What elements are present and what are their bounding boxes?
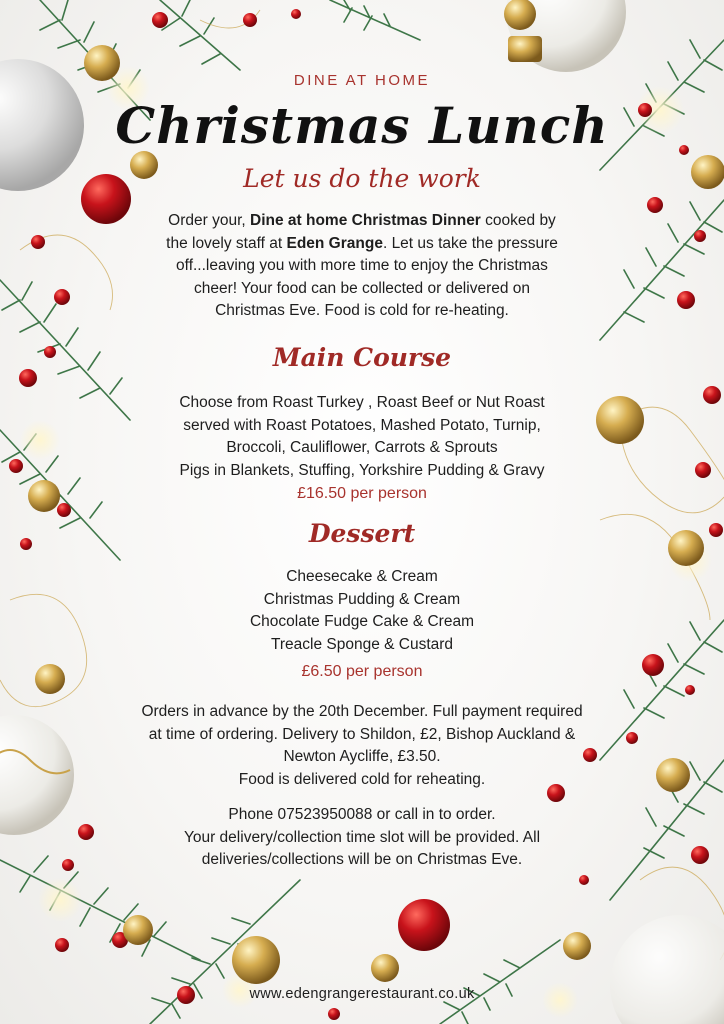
contact-line: deliveries/collections will be on Christmas Eve.: [201, 851, 523, 868]
ordering-info: [0, 701, 724, 791]
website-link[interactable]: www.edengrangerestaurant.co.uk: [249, 986, 475, 1002]
page-title: Christmas Lunch: [115, 96, 609, 155]
ordering-line: at time of ordering. Delivery to Shildon, £2, Bishop Auckland &: [148, 725, 576, 743]
main-course-list: [0, 392, 724, 482]
main-course-price: £16.50 per person: [297, 485, 427, 502]
contact-phone-line: Phone 07523950088 or call in to order.: [228, 806, 496, 823]
dessert-item: Treacle Sponge & Custard: [270, 635, 454, 653]
dessert-item: Cheesecake & Cream: [286, 568, 438, 585]
main-course-line: Broccoli, Cauliflower, Carrots & Sprouts: [226, 439, 498, 456]
intro-text: Order your,: [168, 212, 251, 229]
intro-line-1: [0, 210, 724, 233]
intro-paragraph: [0, 210, 724, 323]
main-course-line: served with Roast Potatoes, Mashed Potato, Turnip,: [183, 416, 541, 434]
intro-line-5: Christmas Eve. Food is cold for re-heating.: [215, 302, 509, 319]
main-course-line: Choose from Roast Turkey , Roast Beef or Nut Roast: [179, 394, 545, 411]
dessert-list: [0, 566, 724, 656]
ordering-line: Newton Aycliffe, £3.50.: [283, 748, 441, 765]
intro-text: the lovely staff at: [166, 234, 287, 252]
dessert-price: £6.50 per person: [301, 663, 423, 680]
ordering-line: Food is delivered cold for reheating.: [238, 770, 486, 788]
ordering-line: Orders in advance by the 20th December. Full payment required: [141, 703, 583, 720]
intro-line-4: cheer! Your food can be collected or delivered on: [193, 279, 531, 297]
tagline: Let us do the work: [243, 164, 481, 193]
dessert-item: Chocolate Fudge Cake & Cream: [249, 613, 474, 630]
intro-text: . Let us take the pressure: [382, 234, 558, 252]
main-course-line: Pigs in Blankets, Stuffing, Yorkshire Pudding & Gravy: [179, 461, 545, 479]
intro-text: cooked by: [480, 212, 556, 229]
dessert-item: Christmas Pudding & Cream: [263, 590, 461, 608]
intro-emphasis-dinner: Dine at home Christmas Dinner: [250, 212, 481, 229]
contact-line: Your delivery/collection time slot will be provided. All: [183, 828, 541, 846]
main-course-heading: Main Course: [272, 343, 452, 372]
intro-line-3: off...leaving you with more time to enjoy the Christmas: [176, 257, 548, 274]
contact-info: [0, 804, 724, 872]
intro-emphasis-venue: Eden Grange: [286, 234, 383, 252]
kicker-heading: DINE AT HOME: [293, 72, 431, 89]
dessert-heading: Dessert: [308, 519, 416, 548]
intro-line-2: [0, 233, 724, 256]
